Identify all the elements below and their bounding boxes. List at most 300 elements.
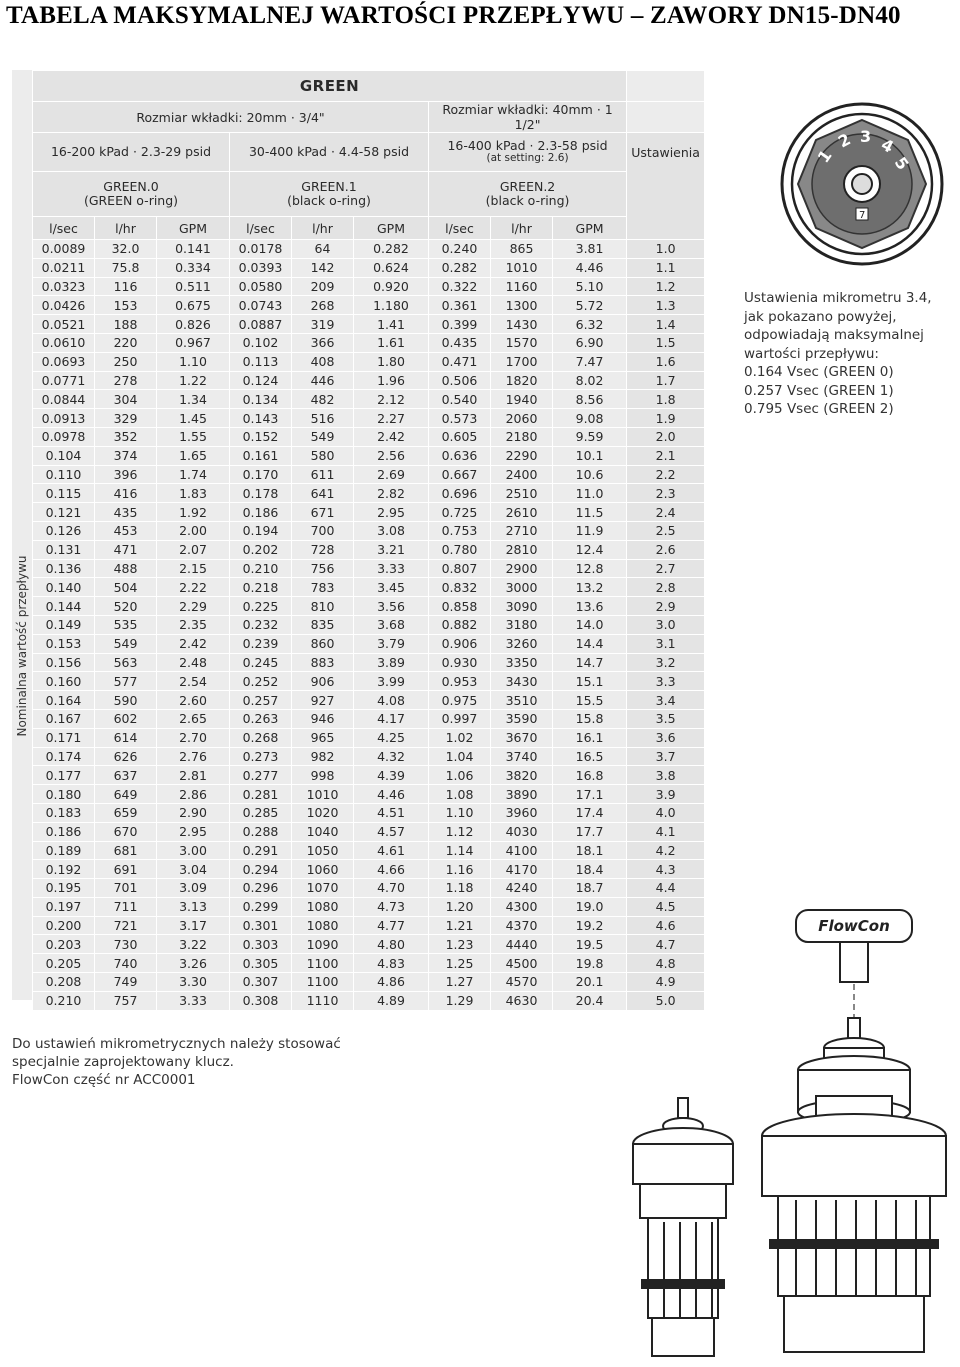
- flow-cell: 0.210: [33, 991, 95, 1010]
- flow-cell: 3.56: [354, 597, 429, 616]
- flow-cell: 1.16: [429, 860, 491, 879]
- flow-cell: 757: [95, 991, 157, 1010]
- flow-cell: 14.4: [553, 634, 627, 653]
- flow-cell: 1.180: [354, 296, 429, 315]
- flow-cell: 1.74: [157, 465, 230, 484]
- group-title: GREEN: [33, 71, 627, 102]
- setting-cell: 1.5: [627, 333, 705, 352]
- flow-cell: 4030: [491, 822, 553, 841]
- flow-cell: 0.675: [157, 296, 230, 315]
- flow-cell: 0.161: [230, 446, 292, 465]
- key-brand: FlowCon: [818, 917, 890, 935]
- flow-cell: 1.61: [354, 333, 429, 352]
- table-row: [33, 841, 705, 860]
- flow-cell: 17.1: [553, 785, 627, 804]
- flow-cell: 396: [95, 465, 157, 484]
- note-bottom: [12, 1035, 341, 1089]
- flow-cell: 116: [95, 277, 157, 296]
- flow-cell: 0.174: [33, 747, 95, 766]
- page-title: TABELA MAKSYMALNEJ WARTOŚCI PRZEPŁYWU – ZAWORY DN15-DN40: [6, 2, 901, 29]
- flow-cell: 0.143: [230, 409, 292, 428]
- flow-cell: 13.6: [553, 597, 627, 616]
- flow-cell: 6.90: [553, 333, 627, 352]
- flow-cell: 641: [292, 484, 354, 503]
- setting-cell: 3.0: [627, 615, 705, 634]
- note-right-line: Ustawienia mikrometru 3.4,: [744, 290, 932, 306]
- flow-cell: 0.288: [230, 822, 292, 841]
- flow-cell: 374: [95, 446, 157, 465]
- flow-cell: 1.12: [429, 822, 491, 841]
- table-row: [33, 371, 705, 390]
- flow-cell: 2.07: [157, 540, 230, 559]
- flow-cell: 14.7: [553, 653, 627, 672]
- flow-cell: 1.23: [429, 935, 491, 954]
- blank-corner: [627, 102, 705, 133]
- flow-cell: 9.59: [553, 427, 627, 446]
- flow-cell: 0.113: [230, 352, 292, 371]
- flow-cell: 0.667: [429, 465, 491, 484]
- flow-cell: 2710: [491, 521, 553, 540]
- flow-cell: 0.334: [157, 258, 230, 277]
- flow-cell: 0.975: [429, 691, 491, 710]
- flow-cell: 701: [95, 879, 157, 898]
- flow-cell: 0.183: [33, 803, 95, 822]
- flow-cell: 4.73: [354, 897, 429, 916]
- flow-cell: 1.65: [157, 446, 230, 465]
- setting-cell: 2.4: [627, 503, 705, 522]
- flow-cell: 0.186: [33, 822, 95, 841]
- flow-cell: 4440: [491, 935, 553, 954]
- flow-cell: 0.273: [230, 747, 292, 766]
- flow-cell: 1100: [292, 973, 354, 992]
- flow-cell: 2060: [491, 409, 553, 428]
- flow-cell: 1070: [292, 879, 354, 898]
- flow-cell: 0.200: [33, 916, 95, 935]
- flow-cell: 2.70: [157, 728, 230, 747]
- flow-table-body: [33, 240, 705, 1011]
- flow-cell: 563: [95, 653, 157, 672]
- flow-cell: 20.4: [553, 991, 627, 1010]
- flow-cell: 0.171: [33, 728, 95, 747]
- flow-table: [32, 70, 705, 1011]
- flow-cell: 3.22: [157, 935, 230, 954]
- flow-cell: 2810: [491, 540, 553, 559]
- flow-cell: 2400: [491, 465, 553, 484]
- table-row: [33, 484, 705, 503]
- flow-cell: 0.285: [230, 803, 292, 822]
- flow-cell: 1.06: [429, 766, 491, 785]
- table-row: [33, 653, 705, 672]
- flow-cell: 250: [95, 352, 157, 371]
- flow-cell: 4.32: [354, 747, 429, 766]
- flow-cell: 0.202: [230, 540, 292, 559]
- flow-cell: 0.102: [230, 333, 292, 352]
- flow-cell: 0.540: [429, 390, 491, 409]
- setting-cell: 2.8: [627, 578, 705, 597]
- large-cartridge: [762, 1018, 946, 1352]
- table-row: [33, 916, 705, 935]
- flow-cell: 4.77: [354, 916, 429, 935]
- flow-cell: 0.189: [33, 841, 95, 860]
- flow-cell: 0.0887: [230, 315, 292, 334]
- table-row: [33, 409, 705, 428]
- setting-cell: 1.3: [627, 296, 705, 315]
- flow-cell: 0.239: [230, 634, 292, 653]
- ring-name-1: GREEN.1: [301, 179, 357, 194]
- setting-cell: 1.8: [627, 390, 705, 409]
- flow-cell: 0.170: [230, 465, 292, 484]
- flow-cell: 18.7: [553, 879, 627, 898]
- flow-cell: 3000: [491, 578, 553, 597]
- table-row: [33, 879, 705, 898]
- flow-cell: 3820: [491, 766, 553, 785]
- flow-cell: 220: [95, 333, 157, 352]
- flow-cell: 0.263: [230, 709, 292, 728]
- flow-cell: 865: [491, 240, 553, 259]
- table-row: [33, 766, 705, 785]
- flow-cell: 2.86: [157, 785, 230, 804]
- flow-cell: 0.124: [230, 371, 292, 390]
- flow-cell: 0.281: [230, 785, 292, 804]
- flow-cell: 2.60: [157, 691, 230, 710]
- blank-corner: [627, 71, 705, 102]
- dial-number: 4: [878, 134, 897, 157]
- flow-cell: 19.0: [553, 897, 627, 916]
- flow-cell: 0.245: [230, 653, 292, 672]
- ring-type-2: (black o-ring): [485, 193, 570, 208]
- flow-cell: 3.13: [157, 897, 230, 916]
- flow-cell: 1570: [491, 333, 553, 352]
- flow-cell: 1.29: [429, 991, 491, 1010]
- pressure-range-0: 16-200 kPad · 2.3-29 psid: [33, 133, 230, 172]
- setting-cell: 2.5: [627, 521, 705, 540]
- setting-cell: 4.6: [627, 916, 705, 935]
- flow-cell: 2.95: [354, 503, 429, 522]
- flow-cell: 1820: [491, 371, 553, 390]
- flow-cell: 366: [292, 333, 354, 352]
- flow-cell: 1080: [292, 916, 354, 935]
- flow-cell: 0.807: [429, 559, 491, 578]
- flow-cell: 835: [292, 615, 354, 634]
- flow-cell: 4.61: [354, 841, 429, 860]
- table-row: [33, 822, 705, 841]
- flow-cell: 2.69: [354, 465, 429, 484]
- setting-cell: 3.7: [627, 747, 705, 766]
- side-label: [12, 292, 32, 1000]
- flow-cell: 700: [292, 521, 354, 540]
- flow-cell: 3.08: [354, 521, 429, 540]
- flow-cell: 9.08: [553, 409, 627, 428]
- flow-cell: 3960: [491, 803, 553, 822]
- flow-cell: 3430: [491, 672, 553, 691]
- ring-type-1: (black o-ring): [287, 193, 371, 208]
- flow-cell: 0.160: [33, 672, 95, 691]
- flow-cell: 4.46: [354, 785, 429, 804]
- flow-cell: 0.930: [429, 653, 491, 672]
- flow-cell: 2900: [491, 559, 553, 578]
- flow-cell: 516: [292, 409, 354, 428]
- flow-cell: 0.953: [429, 672, 491, 691]
- setting-cell: 3.2: [627, 653, 705, 672]
- note-bottom-line: Do ustawień mikrometrycznych należy stosować: [12, 1036, 341, 1052]
- flow-cell: 3.26: [157, 954, 230, 973]
- flow-cell: 549: [95, 634, 157, 653]
- unit-header: l/sec: [230, 217, 292, 240]
- flow-cell: 1010: [491, 258, 553, 277]
- flow-cell: 0.573: [429, 409, 491, 428]
- flow-cell: 10.1: [553, 446, 627, 465]
- unit-header: l/sec: [33, 217, 95, 240]
- flow-cell: 416: [95, 484, 157, 503]
- flow-cell: 482: [292, 390, 354, 409]
- flow-cell: 1.41: [354, 315, 429, 334]
- table-row: [33, 615, 705, 634]
- setting-cell: 2.0: [627, 427, 705, 446]
- table-row: [33, 258, 705, 277]
- setting-cell: 4.4: [627, 879, 705, 898]
- flow-cell: 3.33: [354, 559, 429, 578]
- flow-cell: 0.178: [230, 484, 292, 503]
- setting-cell: 3.6: [627, 728, 705, 747]
- flow-cell: 2.27: [354, 409, 429, 428]
- flow-cell: 927: [292, 691, 354, 710]
- table-row: [33, 991, 705, 1010]
- ring-header-0: [33, 172, 230, 217]
- flow-cell: 0.167: [33, 709, 95, 728]
- flow-cell: 1430: [491, 315, 553, 334]
- flow-cell: 965: [292, 728, 354, 747]
- flow-cell: 0.0323: [33, 277, 95, 296]
- note-right-line: odpowiadają maksymalnej: [744, 327, 924, 343]
- table-row: [33, 521, 705, 540]
- flow-cell: 0.882: [429, 615, 491, 634]
- flow-cell: 64: [292, 240, 354, 259]
- flow-cell: 0.780: [429, 540, 491, 559]
- setting-cell: 3.4: [627, 691, 705, 710]
- flow-cell: 19.5: [553, 935, 627, 954]
- flow-cell: 1300: [491, 296, 553, 315]
- flow-cell: 2.12: [354, 390, 429, 409]
- flow-cell: 860: [292, 634, 354, 653]
- setting-cell: 2.7: [627, 559, 705, 578]
- flow-cell: 153: [95, 296, 157, 315]
- note-bottom-line: FlowCon część nr ACC0001: [12, 1072, 196, 1088]
- flow-cell: 1.21: [429, 916, 491, 935]
- flow-cell: 0.399: [429, 315, 491, 334]
- flow-cell: 4.51: [354, 803, 429, 822]
- flow-cell: 0.906: [429, 634, 491, 653]
- flow-cell: 577: [95, 672, 157, 691]
- flow-cell: 6.32: [553, 315, 627, 334]
- flow-cell: 4.39: [354, 766, 429, 785]
- flow-cell: 691: [95, 860, 157, 879]
- flow-cell: 19.2: [553, 916, 627, 935]
- settings-header: Ustawienia: [627, 133, 705, 240]
- flow-cell: 3890: [491, 785, 553, 804]
- flow-cell: 3510: [491, 691, 553, 710]
- flow-cell: 2.29: [157, 597, 230, 616]
- flow-cell: 0.826: [157, 315, 230, 334]
- flow-cell: 998: [292, 766, 354, 785]
- flow-cell: 268: [292, 296, 354, 315]
- flow-cell: 14.0: [553, 615, 627, 634]
- flow-cell: 16.5: [553, 747, 627, 766]
- side-label-text: Nominalna wartość przepływu: [15, 555, 29, 737]
- pressure-range-2-text: 16-400 kPad · 2.3-58 psid: [447, 138, 608, 153]
- flow-cell: 446: [292, 371, 354, 390]
- flow-cell: 2.48: [157, 653, 230, 672]
- flow-cell: 209: [292, 277, 354, 296]
- flow-cell: 1.55: [157, 427, 230, 446]
- setting-cell: 3.5: [627, 709, 705, 728]
- note-right-line: 0.795 Vsec (GREEN 2): [744, 401, 894, 417]
- flow-cell: 11.5: [553, 503, 627, 522]
- flow-cell: 75.8: [95, 258, 157, 277]
- flow-cell: 982: [292, 747, 354, 766]
- flow-cell: 0.131: [33, 540, 95, 559]
- table-row: [33, 634, 705, 653]
- flow-cell: 4570: [491, 973, 553, 992]
- flow-cell: 0.126: [33, 521, 95, 540]
- valve-illustration: [620, 900, 950, 1362]
- flow-cell: 1.14: [429, 841, 491, 860]
- flow-cell: 0.121: [33, 503, 95, 522]
- flow-cell: 2510: [491, 484, 553, 503]
- table-row: [33, 277, 705, 296]
- flow-cell: 15.8: [553, 709, 627, 728]
- setting-cell: 4.3: [627, 860, 705, 879]
- flow-cell: 19.8: [553, 954, 627, 973]
- flow-cell: 1.80: [354, 352, 429, 371]
- flow-cell: 3090: [491, 597, 553, 616]
- flow-cell: 4500: [491, 954, 553, 973]
- flow-cell: 535: [95, 615, 157, 634]
- pressure-range-1: 30-400 kPad · 4.4-58 psid: [230, 133, 429, 172]
- table-row: [33, 803, 705, 822]
- flow-cell: 0.134: [230, 390, 292, 409]
- setting-cell: 2.9: [627, 597, 705, 616]
- table-row: [33, 465, 705, 484]
- flow-cell: 0.997: [429, 709, 491, 728]
- flow-cell: 0.225: [230, 597, 292, 616]
- flow-cell: 0.208: [33, 973, 95, 992]
- pressure-range-2: [429, 133, 627, 172]
- flow-cell: 0.291: [230, 841, 292, 860]
- flow-cell: 2.81: [157, 766, 230, 785]
- flow-cell: 142: [292, 258, 354, 277]
- flow-cell: 649: [95, 785, 157, 804]
- flow-cell: 1110: [292, 991, 354, 1010]
- flow-cell: 0.0844: [33, 390, 95, 409]
- flow-cell: 2180: [491, 427, 553, 446]
- flow-cell: 32.0: [95, 240, 157, 259]
- unit-header: GPM: [553, 217, 627, 240]
- flow-cell: 3260: [491, 634, 553, 653]
- setting-cell: 2.1: [627, 446, 705, 465]
- flow-cell: 2.76: [157, 747, 230, 766]
- note-right-line: jak pokazano powyżej,: [744, 308, 897, 325]
- flow-cell: 0.240: [429, 240, 491, 259]
- table-row: [33, 973, 705, 992]
- flow-cell: 4370: [491, 916, 553, 935]
- flow-cell: 0.186: [230, 503, 292, 522]
- flow-cell: 3740: [491, 747, 553, 766]
- flow-cell: 1090: [292, 935, 354, 954]
- table-row: [33, 559, 705, 578]
- flow-cell: 0.192: [33, 860, 95, 879]
- flow-cell: 0.624: [354, 258, 429, 277]
- flow-cell: 590: [95, 691, 157, 710]
- flow-cell: 15.1: [553, 672, 627, 691]
- flow-cell: 11.9: [553, 521, 627, 540]
- table-row: [33, 860, 705, 879]
- setting-cell: 1.7: [627, 371, 705, 390]
- unit-header: GPM: [354, 217, 429, 240]
- flow-cell: 1.96: [354, 371, 429, 390]
- flow-cell: 0.967: [157, 333, 230, 352]
- setting-cell: 2.2: [627, 465, 705, 484]
- flow-cell: 0.0393: [230, 258, 292, 277]
- flow-cell: 4300: [491, 897, 553, 916]
- flow-cell: 0.203: [33, 935, 95, 954]
- flow-cell: 3.81: [553, 240, 627, 259]
- flow-cell: 783: [292, 578, 354, 597]
- table-row: [33, 691, 705, 710]
- flow-cell: 3.79: [354, 634, 429, 653]
- flow-cell: 0.920: [354, 277, 429, 296]
- table-row: [33, 296, 705, 315]
- flow-cell: 946: [292, 709, 354, 728]
- flow-cell: 278: [95, 371, 157, 390]
- flow-cell: 1.10: [157, 352, 230, 371]
- flow-cell: 1100: [292, 954, 354, 973]
- flow-cell: 2.15: [157, 559, 230, 578]
- flow-cell: 13.2: [553, 578, 627, 597]
- flow-cell: 906: [292, 672, 354, 691]
- flow-cell: 0.0913: [33, 409, 95, 428]
- table-row: [33, 709, 705, 728]
- flow-cell: 0.177: [33, 766, 95, 785]
- flow-cell: 0.303: [230, 935, 292, 954]
- flow-cell: 749: [95, 973, 157, 992]
- flow-cell: 0.277: [230, 766, 292, 785]
- flow-cell: 15.5: [553, 691, 627, 710]
- flow-cell: 0.0089: [33, 240, 95, 259]
- flow-cell: 8.56: [553, 390, 627, 409]
- setting-cell: 4.5: [627, 897, 705, 916]
- flow-cell: 453: [95, 521, 157, 540]
- flow-cell: 3.45: [354, 578, 429, 597]
- flow-cell: 1.45: [157, 409, 230, 428]
- small-cartridge: [633, 1098, 733, 1356]
- flow-cell: 18.4: [553, 860, 627, 879]
- flow-cell: 16.1: [553, 728, 627, 747]
- flow-cell: 580: [292, 446, 354, 465]
- flow-cell: 721: [95, 916, 157, 935]
- flow-cell: 883: [292, 653, 354, 672]
- flow-cell: 7.47: [553, 352, 627, 371]
- setting-cell: 1.1: [627, 258, 705, 277]
- flow-cell: 0.0521: [33, 315, 95, 334]
- flow-cell: 10.6: [553, 465, 627, 484]
- table-row: [33, 597, 705, 616]
- unit-header: l/sec: [429, 217, 491, 240]
- setting-cell: 5.0: [627, 991, 705, 1010]
- flow-cell: 4.57: [354, 822, 429, 841]
- pressure-note: (at setting: 2.6): [486, 152, 569, 164]
- setting-cell: 3.8: [627, 766, 705, 785]
- ring-name-0: GREEN.0: [103, 179, 159, 194]
